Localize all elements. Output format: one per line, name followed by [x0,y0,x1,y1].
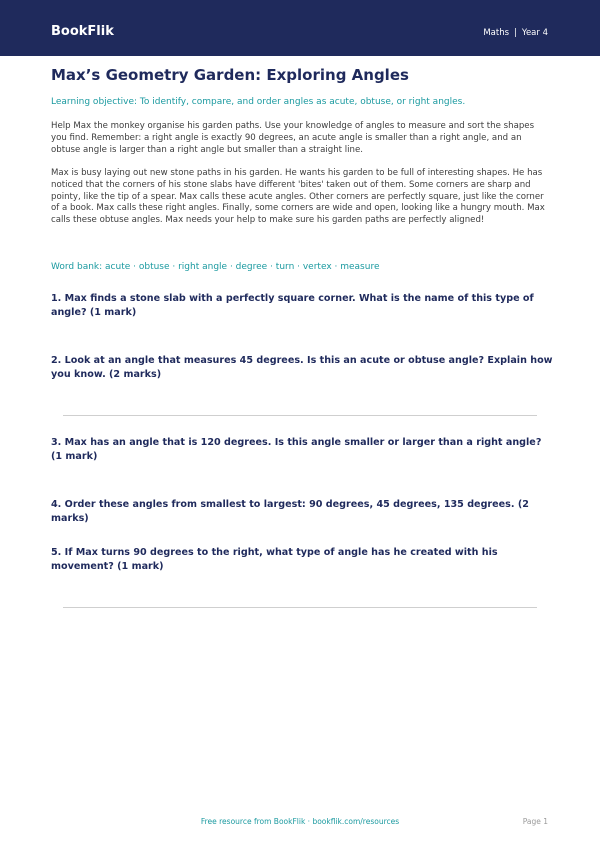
learning-objective: Learning objective: To identify, compare, and order angles as acute, obtuse, or right angles. [51,97,466,107]
answer-line [63,607,537,608]
meta-separator: | [514,28,517,38]
page-title: Max’s Geometry Garden: Exploring Angles [51,66,409,84]
page-number: Page 1 [522,817,548,826]
answer-line [63,415,537,416]
footer-link[interactable]: Free resource from BookFlik · bookflik.com/resources [200,817,400,826]
question-4: 4. Order these angles from smallest to largest: 90 degrees, 45 degrees, 135 degrees. (2 marks) [51,499,529,524]
header-bar [0,0,600,56]
question-3: 3. Max has an angle that is 120 degrees. Is this angle smaller or larger than a right angle? (1 mark) [51,437,542,462]
header-meta [483,27,548,39]
question-5: 5. If Max turns 90 degrees to the right, what type of angle has he created with his movement? (1 mark) [51,547,498,572]
question-1: 1. Max finds a stone slab with a perfectly square corner. What is the name of this type of angle? (1 mark) [51,293,534,318]
intro-paragraph: Help Max the monkey organise his garden paths. Use your knowledge of angles to measure and sort the shapes you find. Remember: a right angle is exactly 90 degrees, an acute angle is smaller than a right angle, and an obtuse angle is larger than a right angle but smaller than a straight line. [51,121,535,155]
year-label: Year 4 [521,28,548,38]
word-bank: Word bank: acute · obtuse · right angle · degree · turn · vertex · measure [51,262,380,272]
subject-label: Maths [483,28,510,38]
question-2: 2. Look at an angle that measures 45 degrees. Is this an acute or obtuse angle? Explain how you know. (2 marks) [51,355,553,380]
brand-logo: BookFlik [51,24,114,39]
story-paragraph: Max is busy laying out new stone paths in his garden. He wants his garden to be full of interesting shapes. He has noticed that the corners of his stone slabs have different 'bites' taken out of them. Some corners are sharp and pointy, like the tip of a spear. Max calls these acute angles. Other corners are perfectly square, just like the corner of a book. Max calls these right angles. Finally, some corners are wide and open, looking like a hungry mouth. Max calls these obtuse angles. Max needs your help to make sure his garden paths are perfectly aligned! [51,168,545,226]
